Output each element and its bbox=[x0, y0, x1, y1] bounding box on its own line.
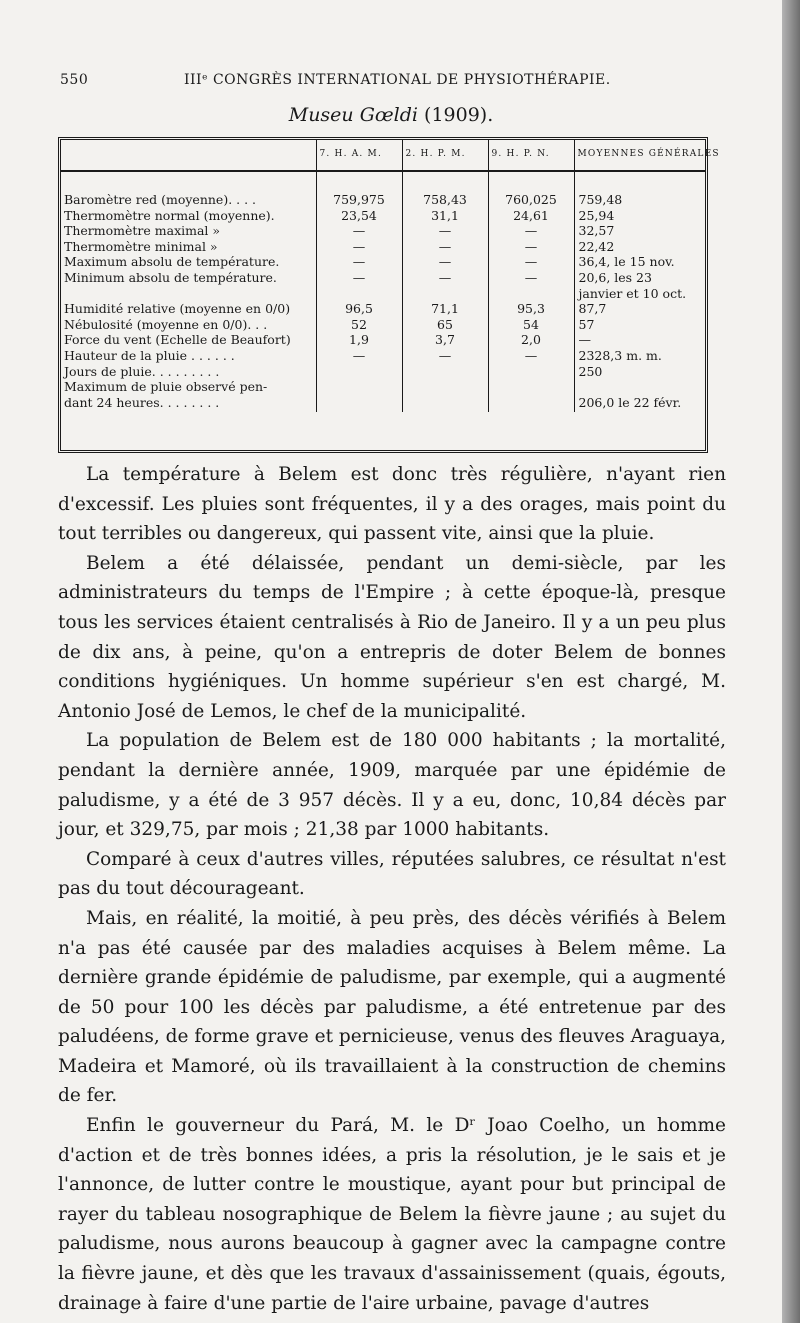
cell-value bbox=[316, 364, 402, 380]
cell-value bbox=[488, 395, 574, 411]
row-label: Baromètre red (moyenne). . . . bbox=[64, 192, 257, 207]
running-head bbox=[60, 72, 702, 88]
cell-value bbox=[402, 395, 488, 411]
cell-value bbox=[402, 379, 488, 395]
table-row bbox=[61, 286, 705, 302]
table-title bbox=[0, 104, 782, 126]
cell-value: — bbox=[316, 254, 402, 270]
cell-mean: 36,4, le 15 nov. bbox=[574, 254, 705, 270]
cell-value: 31,1 bbox=[402, 208, 488, 224]
table-title-name: Museu Gœldi bbox=[288, 104, 418, 126]
row-label: Hauteur de la pluie . . . . . . bbox=[64, 347, 235, 363]
page-number: 550 bbox=[60, 72, 89, 88]
paragraph-4: Comparé à ceux d'autres villes, réputées salubres, ce résultat n'est pas du tout décourageant. bbox=[58, 848, 726, 900]
cell-value: 1,9 bbox=[316, 332, 402, 348]
table-body bbox=[61, 171, 705, 412]
cell-mean: 20,6, les 23 bbox=[574, 270, 705, 286]
row-label: Thermomètre maximal » bbox=[64, 223, 221, 239]
row-label: Minimum absolu de température. bbox=[64, 269, 277, 285]
row-label: Humidité relative (moyenne en 0/0) bbox=[64, 301, 291, 317]
table-row bbox=[61, 364, 705, 380]
header-col-3: 9. H. P. N. bbox=[488, 140, 574, 171]
cell-mean: 250 bbox=[574, 364, 705, 380]
row-label: Maximum de pluie observé pen- bbox=[64, 379, 268, 395]
cell-value: 23,54 bbox=[316, 208, 402, 224]
cell-value: 96,5 bbox=[316, 301, 402, 317]
cell-value: — bbox=[316, 348, 402, 364]
table-title-year: (1909). bbox=[424, 104, 494, 126]
paragraph-1: La température à Belem est donc très régulière, n'ayant rien d'excessif. Les pluies sont fréquentes, il y a des orages, mais point du tout terribles ou dangereux, qui passent vite, ainsi que la pluie. bbox=[58, 464, 726, 545]
header-col-4: MOYENNES GÉNÉRALES bbox=[574, 140, 705, 171]
cell-value: — bbox=[402, 223, 488, 239]
header-col-1: 7. H. A. M. bbox=[316, 140, 402, 171]
table-row bbox=[61, 332, 705, 348]
cell-mean: 759,48 bbox=[574, 192, 705, 208]
cell-value bbox=[316, 395, 402, 411]
table-row bbox=[61, 270, 705, 286]
cell-value: — bbox=[402, 239, 488, 255]
cell-mean: 2328,3 m. m. bbox=[574, 348, 705, 364]
cell-value: — bbox=[316, 239, 402, 255]
cell-mean bbox=[574, 379, 705, 395]
cell-value bbox=[402, 364, 488, 380]
weather-data-table bbox=[61, 140, 720, 412]
row-label: Nébulosité (moyenne en 0/0). . . bbox=[64, 316, 268, 332]
table-row bbox=[61, 301, 705, 317]
row-label bbox=[61, 286, 316, 302]
cell-value bbox=[488, 364, 574, 380]
table-row bbox=[61, 395, 705, 411]
cell-value bbox=[316, 379, 402, 395]
row-label: Jours de pluie. . . . . . . . . bbox=[64, 363, 220, 379]
running-head-title: IIIᵉ CONGRÈS INTERNATIONAL DE PHYSIOTHÉRAPIE. bbox=[184, 72, 611, 88]
cell-mean: 57 bbox=[574, 317, 705, 333]
cell-value: 758,43 bbox=[402, 192, 488, 208]
row-label: Thermomètre normal (moyenne). bbox=[64, 207, 275, 223]
header-label-col bbox=[61, 140, 316, 171]
cell-value: — bbox=[488, 348, 574, 364]
row-label: Force du vent (Echelle de Beaufort) bbox=[64, 332, 291, 348]
table-row bbox=[61, 317, 705, 333]
cell-value: 759,975 bbox=[316, 192, 402, 208]
table-row bbox=[61, 208, 705, 224]
cell-mean: 22,42 bbox=[574, 239, 705, 255]
table-row bbox=[61, 379, 705, 395]
cell-value bbox=[316, 286, 402, 302]
table-row bbox=[61, 254, 705, 270]
table-header-row bbox=[61, 140, 705, 171]
row-label: Maximum absolu de température. bbox=[64, 254, 280, 270]
cell-value: — bbox=[402, 254, 488, 270]
weather-table bbox=[58, 137, 720, 453]
table-row bbox=[61, 192, 705, 208]
cell-mean: 206,0 le 22 févr. bbox=[574, 395, 705, 411]
cell-value: 65 bbox=[402, 317, 488, 333]
cell-value: 95,3 bbox=[488, 301, 574, 317]
cell-value: 3,7 bbox=[402, 332, 488, 348]
cell-value: — bbox=[488, 270, 574, 286]
cell-value: — bbox=[488, 239, 574, 255]
cell-value: 2,0 bbox=[488, 332, 574, 348]
cell-value: — bbox=[488, 223, 574, 239]
cell-value: — bbox=[402, 270, 488, 286]
cell-value bbox=[488, 286, 574, 302]
cell-mean: 87,7 bbox=[574, 301, 705, 317]
cell-mean: janvier et 10 oct. bbox=[574, 286, 705, 302]
cell-value bbox=[402, 286, 488, 302]
cell-value: — bbox=[488, 254, 574, 270]
row-label: dant 24 heures. . . . . . . . bbox=[64, 394, 220, 410]
cell-mean: 32,57 bbox=[574, 223, 705, 239]
table-row bbox=[61, 348, 705, 364]
row-label: Thermomètre minimal » bbox=[64, 238, 218, 254]
cell-value: — bbox=[316, 223, 402, 239]
cell-mean: — bbox=[574, 332, 705, 348]
table-row bbox=[61, 239, 705, 255]
paragraph-6: Enfin le gouverneur du Pará, M. le Dʳ Joao Coelho, un homme d'action et de très bonnes idées, a pris la résolution, je le sais et je l'annonce, de lutter contre le moustique, ayant pour but principal de rayer du tableau nosographique de Belem la fièvre jaune ; au sujet du paludisme, nous aurons beaucoup à gagner avec la campagne contre la fièvre jaune, et dès que les travaux d'assainissement (quais, égouts, drainage à faire d'une partie de l'aire urbaine, pavage d'autres bbox=[58, 1115, 726, 1314]
table-row bbox=[61, 223, 705, 239]
cell-value: — bbox=[316, 270, 402, 286]
paragraph-3: La population de Belem est de 180 000 habitants ; la mortalité, pendant la dernière année, 1909, marquée par une épidémie de paludisme, y a été de 3 957 décès. Il y a eu, donc, 10,84 décès par jour, et 329,75, par mois ; 21,38 par 1000 habitants. bbox=[58, 730, 726, 841]
cell-value: 54 bbox=[488, 317, 574, 333]
cell-value: 52 bbox=[316, 317, 402, 333]
header-col-2: 2. H. P. M. bbox=[402, 140, 488, 171]
cell-mean: 25,94 bbox=[574, 208, 705, 224]
cell-value bbox=[488, 379, 574, 395]
body-text bbox=[58, 460, 726, 1318]
cell-value: 24,61 bbox=[488, 208, 574, 224]
paragraph-2: Belem a été délaissée, pendant un demi-siècle, par les administrateurs du temps de l'Empire ; à cette époque-là, presque tous les services étaient centralisés à Rio de Janeiro. Il y a un peu plus de dix ans, à peine, qu'on a entrepris de doter Belem de bonnes conditions hygiéniques. Un homme supérieur s'en est chargé, M. Antonio José de Lemos, le chef de la municipalité. bbox=[58, 552, 726, 722]
cell-value: 760,025 bbox=[488, 192, 574, 208]
paragraph-5: Mais, en réalité, la moitié, à peu près, des décès vérifiés à Belem n'a pas été causée par des maladies acquises à Belem même. La dernière grande épidémie de paludisme, par exemple, qui a augmenté de 50 pour 100 les décès par paludisme, a été entretenue par des paludéens, de forme grave et pernicieuse, venus des fleuves Araguaya, Madeira et Mamoré, où ils travaillaient à la construction de chemins de fer. bbox=[58, 907, 726, 1107]
cell-value: — bbox=[402, 348, 488, 364]
cell-value: 71,1 bbox=[402, 301, 488, 317]
